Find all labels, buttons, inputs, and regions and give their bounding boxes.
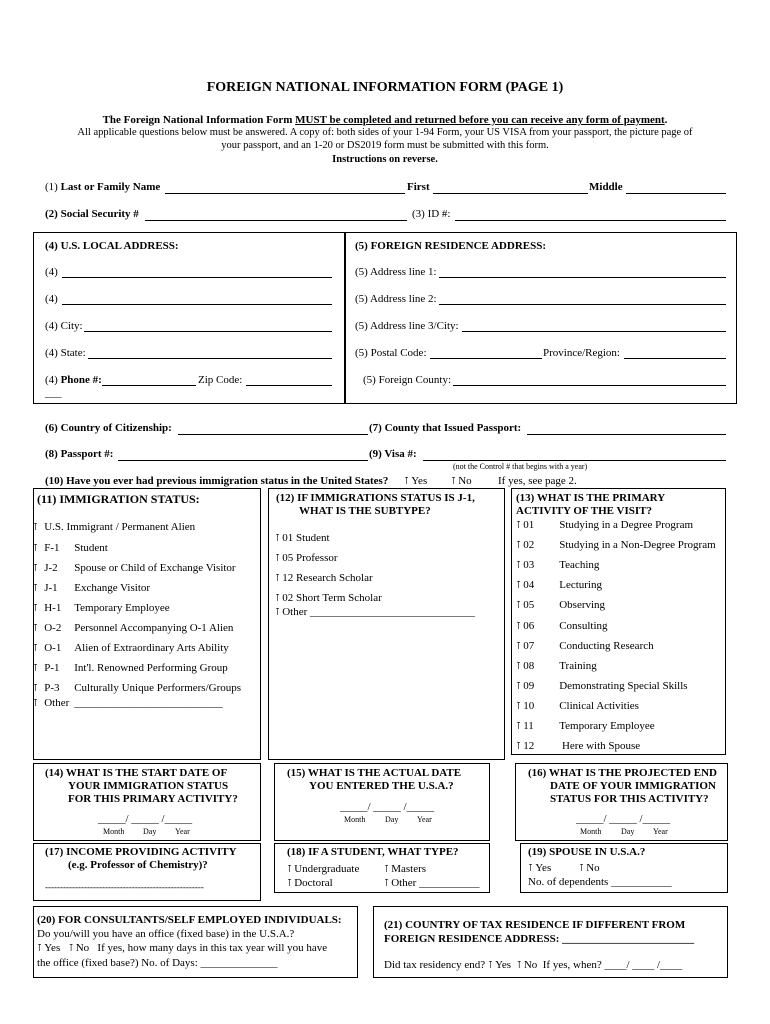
activity-desc: Clinical Activities (559, 699, 639, 712)
activity-code: 12 (523, 740, 535, 753)
q20-no-checkbox[interactable]: ⊺ No (68, 942, 90, 954)
j1-subtype-other[interactable]: ⊺ Other ______________________________ (275, 606, 476, 618)
q7-label: (7) County that Issued Passport: (369, 422, 522, 434)
q16-title-1: (16) WHAT IS THE PROJECTED END (528, 767, 717, 779)
visit-activity-option[interactable] (516, 740, 640, 752)
status-desc: Culturally Unique Performers/Groups (74, 682, 242, 694)
us-phone-label: (4) Phone #: (45, 374, 102, 386)
foreign-postal-field[interactable] (430, 358, 542, 359)
foreign-line2-label: (5) Address line 2: (355, 293, 437, 305)
checkbox-icon: ⊺ (275, 553, 281, 564)
q10-no-checkbox[interactable]: ⊺ No (451, 475, 472, 487)
foreign-province-field[interactable] (624, 358, 726, 359)
entry-date-field[interactable]: _____/ _____ /_____ (340, 801, 435, 813)
us-phone-field[interactable] (102, 385, 196, 386)
start-date-field[interactable]: _____/ _____ /_____ (98, 813, 193, 825)
q21-no-checkbox[interactable]: ⊺ No (516, 959, 538, 971)
start-month-label: Month (103, 827, 125, 836)
immigration-status-title: (11) IMMIGRATION STATUS: (37, 492, 200, 506)
subtype-label: 01 Student (282, 532, 330, 544)
activity-code: 06 (523, 619, 535, 632)
status-desc: Personnel Accompanying O-1 Alien (74, 622, 234, 634)
us-address-line1-label: (4) (45, 266, 58, 278)
q20-line-2: ⊺ Yes ⊺ No If yes, how many days in this tax year will you have (37, 942, 328, 954)
status-code: O-1 (44, 642, 62, 654)
us-address-line2-field[interactable] (62, 304, 332, 305)
citizenship-field[interactable] (178, 434, 368, 435)
j1-subtype-option[interactable] (275, 532, 330, 544)
checkbox-icon: ⊺ (33, 583, 39, 594)
visit-activity-option[interactable] (516, 519, 693, 531)
middle-name-field[interactable] (626, 193, 726, 194)
checkbox-icon: ⊺ (33, 603, 39, 614)
q10-label: (10) Have you ever had previous immigration status in the United States? (45, 475, 389, 487)
us-state-field[interactable] (88, 358, 332, 359)
activity-code: 09 (523, 679, 535, 692)
status-code: P-1 (44, 662, 60, 674)
q21-yes-checkbox[interactable]: ⊺ Yes (487, 959, 512, 971)
status-code: J-1 (44, 582, 58, 594)
immigration-status-option[interactable] (33, 562, 236, 574)
checkbox-icon: ⊺ (33, 643, 39, 654)
us-zip-field[interactable] (246, 385, 332, 386)
checkbox-icon: ⊺ (33, 563, 39, 574)
q17-title-2: (e.g. Professor of Chemistry)? (68, 859, 208, 871)
q14-title-3: FOR THIS PRIMARY ACTIVITY? (68, 793, 238, 805)
entry-year-label: Year (417, 815, 432, 824)
us-address-line2-label: (4) (45, 293, 58, 305)
subtype-label: 02 Short Term Scholar (282, 592, 382, 604)
doctoral-checkbox[interactable]: ⊺ Doctoral (287, 877, 333, 889)
entry-month-label: Month (344, 815, 366, 824)
checkbox-icon: ⊺ (516, 680, 522, 692)
instructions-line-2: your passport, and an 1-20 or DS2019 form must be submitted with this form. (221, 140, 549, 151)
page-title: FOREIGN NATIONAL INFORMATION FORM (PAGE 1) (206, 80, 564, 95)
visit-activity-option[interactable] (516, 640, 654, 652)
visit-activity-option[interactable] (516, 539, 716, 551)
activity-code: 07 (523, 639, 535, 652)
q21-title-2[interactable]: FOREIGN RESIDENCE ADDRESS: ________________________ (384, 933, 695, 945)
foreign-line3-field[interactable] (462, 331, 726, 332)
status-desc: Exchange Visitor (74, 582, 151, 594)
q6-label: (6) Country of Citizenship: (45, 422, 172, 434)
status-desc: Temporary Employee (74, 602, 170, 614)
checkbox-icon: ⊺ (33, 623, 39, 634)
status-desc: Spouse or Child of Exchange Visitor (74, 562, 236, 574)
j1-subtype-title-1: (12) IF IMMIGRATIONS STATUS IS J-1, (276, 492, 475, 504)
visit-activity-title-1: (13) WHAT IS THE PRIMARY (516, 492, 666, 504)
masters-checkbox[interactable]: ⊺ Masters (384, 863, 427, 875)
passport-number-field[interactable] (118, 460, 368, 461)
activity-desc: Lecturing (559, 579, 602, 592)
foreign-postal-label: (5) Postal Code: (355, 347, 427, 359)
undergraduate-checkbox[interactable]: ⊺ Undergraduate (287, 863, 360, 875)
foreign-county-label: (5) Foreign County: (363, 374, 451, 386)
q10-ifyes: If yes, see page 2. (498, 475, 577, 487)
checkbox-icon: ⊺ (516, 721, 522, 732)
q14-title-1: (14) WHAT IS THE START DATE OF (45, 767, 228, 779)
us-address-overflow: ___ (45, 387, 62, 399)
activity-code: 03 (523, 559, 535, 572)
end-month-label: Month (580, 827, 602, 836)
activity-code: 05 (523, 599, 535, 612)
visit-activity-option[interactable] (516, 660, 597, 672)
q20-title: (20) FOR CONSULTANTS/SELF EMPLOYED INDIVIDUALS: (37, 914, 342, 926)
q9-label: (9) Visa #: (369, 448, 417, 460)
immigration-status-option[interactable] (33, 542, 108, 554)
first-label: First (407, 181, 430, 193)
immigration-status-option[interactable] (33, 521, 195, 533)
first-name-field[interactable] (433, 193, 588, 194)
checkbox-icon: ⊺ (516, 640, 522, 652)
q21-when-field[interactable]: If yes, when? ____/ ____ /____ (542, 959, 683, 971)
immigration-status-option[interactable] (33, 662, 228, 674)
activity-desc: Studying in a Degree Program (559, 519, 694, 531)
spouse-no-checkbox[interactable]: ⊺ No (579, 862, 600, 874)
checkbox-icon: ⊺ (516, 741, 522, 753)
q16-title-2: DATE OF YOUR IMMIGRATION (550, 780, 716, 792)
q2-label: (2) Social Security # (45, 208, 139, 220)
checkbox-icon: ⊺ (275, 573, 281, 584)
activity-desc: Here with Spouse (559, 740, 641, 753)
activity-code: 01 (523, 519, 535, 531)
activity-desc: Demonstrating Special Skills (559, 679, 688, 692)
income-activity-field[interactable]: ----------------------------------------------------- (45, 882, 204, 892)
q17-title-1: (17) INCOME PROVIDING ACTIVITY (45, 846, 237, 858)
immigration-status-option[interactable] (33, 682, 241, 694)
foreign-line2-field[interactable] (439, 304, 726, 305)
activity-desc: Teaching (559, 559, 600, 572)
q8-label: (8) Passport #: (45, 448, 114, 460)
j1-subtype-option[interactable] (275, 592, 382, 604)
status-code: O-2 (44, 622, 62, 634)
q21-title-1: (21) COUNTRY OF TAX RESIDENCE IF DIFFERENT FROM (384, 919, 686, 931)
q18-title: (18) IF A STUDENT, WHAT TYPE? (287, 846, 459, 858)
visit-activity-option[interactable] (516, 720, 655, 732)
checkbox-icon: ⊺ (33, 663, 39, 674)
foreign-line1-label: (5) Address line 1: (355, 266, 437, 278)
checkbox-icon: ⊺ (516, 560, 522, 572)
checkbox-icon: ⊺ (516, 540, 522, 552)
activity-desc: Consulting (559, 619, 608, 632)
end-date-field[interactable]: _____/ _____ /_____ (576, 813, 671, 825)
visit-activity-option[interactable] (516, 680, 688, 692)
entry-day-label: Day (385, 815, 399, 824)
status-desc: Int'l. Renowned Performing Group (74, 662, 228, 674)
status-code: Other (44, 697, 70, 709)
status-code: U.S. Immigrant / Permanent Alien (44, 521, 196, 533)
ssn-field[interactable] (145, 220, 407, 221)
checkbox-icon: ⊺ (516, 660, 522, 672)
activity-desc: Observing (559, 599, 606, 612)
status-code: P-3 (44, 682, 60, 694)
q20-line-1: Do you/will you have an office (fixed base) in the U.S.A.? (37, 928, 295, 940)
j1-subtype-title-2: WHAT IS THE SUBTYPE? (299, 505, 431, 517)
visit-activity-title-2: ACTIVITY OF THE VISIT? (516, 505, 653, 517)
q21-line-3: Did tax residency end? ⊺ Yes ⊺ No If yes, when? ____/ ____ /____ (384, 959, 683, 971)
dependents-field[interactable]: No. of dependents ___________ (528, 876, 672, 888)
checkbox-icon: ⊺ (516, 620, 522, 632)
activity-code: 04 (523, 579, 535, 592)
immigration-status-option[interactable] (33, 582, 150, 594)
checkbox-icon: ⊺ (33, 683, 39, 694)
q1-label: (1) Last or Family Name (45, 181, 161, 193)
immigration-status-option[interactable] (33, 602, 170, 614)
j1-subtype-option[interactable] (275, 552, 338, 564)
q20-line-3[interactable]: the office (fixed base?) No. of Days: ______________ (37, 957, 278, 969)
foreign-line3-label: (5) Address line 3/City: (355, 320, 459, 332)
status-code: J-2 (44, 562, 58, 574)
checkbox-icon: ⊺ (33, 522, 39, 533)
foreign-address-title: (5) FOREIGN RESIDENCE ADDRESS: (355, 240, 547, 252)
immigration-status-option[interactable] (33, 642, 229, 654)
q10-yes-checkbox[interactable]: ⊺ Yes (404, 475, 428, 487)
us-zip-label: Zip Code: (198, 374, 243, 386)
instructions-reverse: Instructions on reverse. (332, 154, 438, 165)
subtype-label: 12 Research Scholar (282, 572, 373, 584)
activity-code: 10 (523, 699, 535, 712)
q16-title-3: STATUS FOR THIS ACTIVITY? (550, 793, 709, 805)
activity-code: 02 (523, 539, 535, 552)
id-field[interactable] (455, 220, 726, 221)
visit-activity-option[interactable] (516, 700, 639, 712)
q3-label: (3) ID #: (412, 208, 451, 220)
subtype-label: 05 Professor (282, 552, 338, 564)
q15-title-1: (15) WHAT IS THE ACTUAL DATE (287, 767, 462, 779)
us-address-title: (4) U.S. LOCAL ADDRESS: (45, 240, 179, 252)
spouse-yes-checkbox[interactable]: ⊺ Yes (528, 862, 552, 874)
payment-notice: The Foreign National Information Form MUST be completed and returned before you can receive any form of payment. (102, 114, 668, 126)
status-code: F-1 (44, 542, 60, 554)
activity-desc: Conducting Research (559, 639, 654, 652)
end-year-label: Year (653, 827, 668, 836)
instructions-line-1: All applicable questions below must be answered. A copy of: both sides of your 1-94 Form, your US VISA from your passport, the picture page of (77, 127, 693, 138)
q20-yes-checkbox[interactable]: ⊺ Yes (37, 942, 61, 954)
passport-country-field[interactable] (527, 434, 726, 435)
checkbox-icon: ⊺ (516, 580, 522, 592)
visit-activity-option[interactable] (516, 599, 605, 611)
activity-desc: Studying in a Non-Degree Program (559, 539, 716, 552)
q19-title: (19) SPOUSE IN U.S.A.? (528, 846, 646, 858)
immigration-status-option[interactable] (33, 697, 223, 709)
j1-subtype-option[interactable] (275, 572, 373, 584)
status-code: H-1 (44, 602, 62, 614)
checkbox-icon: ⊺ (516, 600, 522, 612)
activity-desc: Training (559, 659, 597, 672)
visa-note: (not the Control # that begins with a year) (453, 462, 588, 471)
visit-activity-option[interactable] (516, 559, 599, 571)
visa-number-field[interactable] (423, 460, 726, 461)
checkbox-icon: ⊺ (33, 543, 39, 554)
checkbox-icon: ⊺ (516, 520, 522, 531)
activity-code: 11 (523, 720, 534, 732)
start-year-label: Year (175, 827, 190, 836)
last-name-field[interactable] (165, 193, 405, 194)
checkbox-icon: ⊺ (516, 700, 522, 712)
us-address-line1-field[interactable] (62, 277, 332, 278)
checkbox-icon: ⊺ (275, 593, 281, 604)
q15-title-2: YOU ENTERED THE U.S.A.? (309, 780, 454, 792)
end-day-label: Day (621, 827, 635, 836)
foreign-province-label: Province/Region: (543, 347, 620, 359)
foreign-line1-field[interactable] (439, 277, 726, 278)
status-desc: Student (74, 542, 108, 554)
checkbox-icon: ⊺ (33, 698, 39, 709)
activity-code: 08 (523, 659, 535, 672)
us-city-label: (4) City: (45, 320, 83, 332)
visit-activity-option[interactable] (516, 579, 602, 591)
visit-activity-option[interactable] (516, 620, 608, 632)
q14-title-2: YOUR IMMIGRATION STATUS (68, 780, 229, 792)
us-state-label: (4) State: (45, 347, 86, 359)
j1-subtype-box (268, 488, 505, 760)
start-day-label: Day (143, 827, 157, 836)
status-desc: ___________________________ (74, 697, 223, 709)
us-city-field[interactable] (84, 331, 332, 332)
checkbox-icon: ⊺ (275, 533, 281, 544)
foreign-county-field[interactable] (453, 385, 726, 386)
middle-label: Middle (589, 181, 623, 193)
status-desc: Alien of Extraordinary Arts Ability (74, 642, 229, 654)
activity-desc: Temporary Employee (559, 720, 655, 732)
immigration-status-option[interactable] (33, 622, 233, 634)
student-other-checkbox[interactable]: ⊺ Other ___________ (384, 877, 480, 889)
